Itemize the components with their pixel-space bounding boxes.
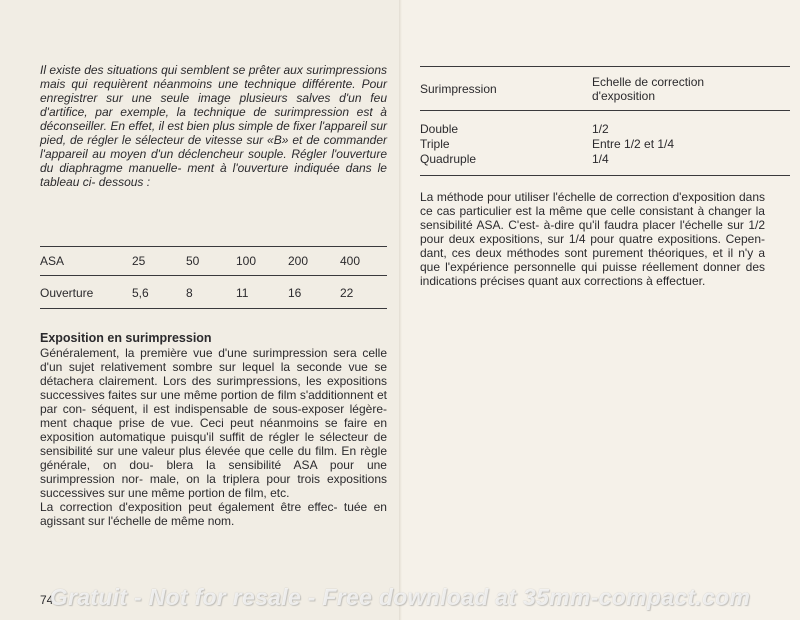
aperture-label: Ouverture [40, 286, 94, 300]
intro-line: image plusieurs salves d'un feu d'artifice, par exemple, [40, 91, 387, 119]
body-line: élevée que celle du film. En règle générale, on dou- [40, 444, 387, 472]
asa-value: 50 [186, 254, 200, 268]
method-line: La méthode pour utiliser l'échelle de correction [420, 190, 669, 204]
row-label: Quadruple [420, 152, 477, 166]
asa-value: 200 [288, 254, 309, 268]
body-line: une même portion de film s'additionnent et par con- [40, 388, 387, 416]
asa-table-top-rule [40, 246, 387, 247]
asa-value: 25 [132, 254, 146, 268]
page-fold [399, 0, 402, 620]
body-line: surimpressions, les expositions successives faites sur [40, 374, 387, 402]
aperture-value: 16 [288, 286, 302, 300]
row-value: 1/2 [592, 122, 609, 136]
intro-line: la technique de surimpression est à déconseiller. En [40, 105, 387, 133]
body-line: blera la sensibilité ASA pour une surimpression nor- [40, 458, 387, 486]
intro-paragraph [40, 63, 387, 189]
correction-table-col2-header [592, 75, 704, 103]
col2-header-line: d'exposition [592, 89, 655, 103]
row-label: Double [420, 122, 459, 136]
correction-table-col1-header: Surimpression [420, 82, 497, 96]
body-line: ment chaque prise de vue. Ceci peut néanmoins se [40, 416, 338, 430]
method-line: corrections à effectuer. [584, 274, 706, 288]
body-line: sera celle d'un sujet relativement sombre sur lequel [40, 346, 388, 374]
asa-value: 400 [340, 254, 361, 268]
intro-line: souple. Régler l'ouverture du diaphragme manuelle- [40, 147, 387, 175]
body-line: régler le sélecteur de sensibilité sur une valeur plus [40, 430, 388, 458]
method-line: à-dire qu'il faudra placer l'échelle sur 1/2 pour deux [420, 218, 765, 246]
aperture-value: 5,6 [132, 286, 149, 300]
body-line: tuée en agissant sur l'échelle de même nom. [40, 500, 387, 528]
body-line: séquent, il est indispensable de sous-exposer légère- [91, 402, 387, 416]
method-line: réellement donner des indications précises quant aux [420, 260, 765, 288]
body-line: La correction d'exposition peut également être effec- [40, 500, 338, 514]
asa-label: ASA [40, 254, 65, 268]
row-label: Triple [420, 137, 450, 151]
intro-line: de commander l'appareil au moyen d'un déclencheur [40, 133, 387, 161]
col2-header-line: Echelle de correction [592, 75, 705, 89]
method-line: dant, ces deux méthodes sont purement théoriques, [420, 246, 708, 260]
body-line: male, on la triplera pour trois expositions successives [40, 472, 387, 500]
asa-table-middle-rule [40, 275, 387, 276]
intro-line: technique différente. Pour enregistrer sur une seule [40, 77, 387, 105]
method-paragraph [420, 190, 765, 288]
aperture-value: 11 [236, 286, 249, 300]
intro-line: surimpressions mais qui requièrent néanmoins une [40, 63, 387, 91]
method-line: celle consistant à changer la sensibilité ASA. C'est- [420, 204, 765, 232]
body-paragraph [40, 346, 387, 528]
section-heading: Exposition en surimpression [40, 331, 212, 345]
row-value: Entre 1/2 et 1/4 [592, 137, 675, 151]
correction-table-top-rule [420, 66, 790, 67]
body-line: sur une même portion de film, etc. [108, 486, 290, 500]
body-line: faire en exposition automatique puisqu'il suffit de [40, 416, 388, 444]
correction-table-header-rule [420, 110, 790, 111]
asa-table-row-aperture [40, 286, 390, 302]
body-line: la seconde vue se détachera clairement. Lors des [40, 360, 388, 388]
aperture-value: 22 [340, 286, 354, 300]
correction-table-bottom-rule [420, 175, 790, 176]
page-number: 74 [40, 593, 54, 607]
row-value: 1/4 [592, 152, 609, 166]
asa-table-bottom-rule [40, 308, 387, 309]
watermark-banner: Gratuit - Not for resale - Free download at 35mm-compact.com [49, 584, 751, 610]
aperture-value: 8 [186, 286, 193, 300]
intro-line: ment à l'ouverture indiquée dans le tableau ci- [40, 161, 387, 189]
correction-table-row [420, 137, 790, 152]
method-line: d'exposition dans ce cas particulier est la même que [420, 190, 765, 218]
asa-value: 100 [236, 254, 257, 268]
intro-line: dessous : [98, 175, 151, 189]
method-line: et il n'y a que l'expérience personnelle qui puisse [420, 246, 766, 274]
method-line: expositions, sur 1/4 pour quatre expositions. Cepen- [479, 232, 766, 246]
asa-table-row-asa [40, 254, 390, 270]
correction-table-row [420, 152, 790, 167]
correction-table-row [420, 122, 790, 137]
body-line: Généralement, la première vue d'une surimpression [40, 346, 328, 360]
intro-line: effet, il est bien plus simple de fixer l'appareil sur [128, 119, 388, 133]
intro-line: pied, de régler le sélecteur de vitesse sur «B» et [40, 133, 303, 147]
intro-line: Il existe des situations qui semblent se prêter aux [40, 63, 303, 77]
